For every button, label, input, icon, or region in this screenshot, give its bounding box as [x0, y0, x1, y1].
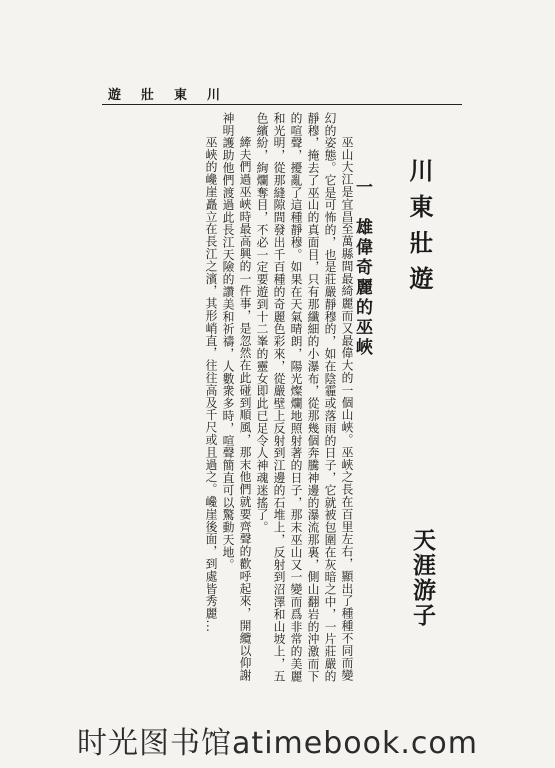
running-head-char: 遊 — [108, 88, 122, 103]
running-head-char: 壯 — [140, 88, 154, 103]
body-text — [202, 112, 355, 692]
running-head-char: 川 — [206, 88, 220, 103]
watermark-text: 时光图书馆atimebook.com — [77, 726, 478, 761]
author-name: 天涯游子 — [409, 528, 436, 628]
running-head — [108, 84, 220, 103]
header-rule — [102, 104, 462, 105]
paragraph: 巫峽的巉崖矗立在長江之濱，其形峭直，往往高及千尺或且過之。巉崖後面，到處皆秀麗... — [204, 135, 218, 633]
book-title: 川東壯遊 — [405, 158, 434, 302]
chapter-title: 一 雄偉奇麗的巫峽 — [352, 178, 372, 358]
paragraph: 縴夫們過巫峽時最高興的一件事，是忽然在此碰到順風，那末他們就要齊聲的歡呼起來，開纜以仰謝神明護助他們渡過此長江天險的讚美和祈禱，人數衆多時，喧聲簡直可以驚動天地。 — [221, 112, 252, 682]
running-head-char: 東 — [173, 88, 187, 103]
paragraph: 巫山大江是宜昌至萬縣間最綺麗而又最偉大的一個山峽。巫峽之長在百里左右，顯出了種種不同而變幻的姿態。它是可怖的，也是莊嚴靜穆的，如在陰霾或落雨的日子，它就被包圍在灰暗之中，一片莊嚴的靜穆，掩去了巫山的真面目，只有那纖細的小瀑布，從那幾個奔騰神邊的瀑流那裏，側山翻岩的沖激而下的喧聲，擾亂了這種靜穆。如果在天氣晴朗，陽光燦爛地照射著的日子，那末巫山又一變而爲非常的美麗和光明，從那縫隙間發出千百種的奇麗色彩來，從嚴壁上反射到江邊的石堆上，反射到沼澤和山坡上，五色繽紛，絢爛奪目，不必一定要遊到十二峯的靈女即此已足令人神魂迷搖了。 — [255, 112, 354, 683]
